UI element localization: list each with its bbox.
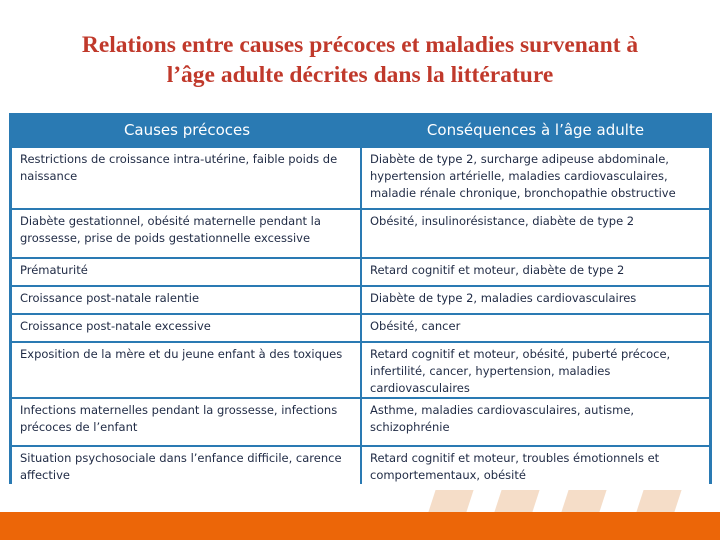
column-header-causes: Causes précoces (12, 113, 362, 146)
table-row (12, 257, 709, 285)
cause-cell: Restrictions de croissance intra-utérine, faible poids de naissance (12, 146, 362, 208)
causes-consequences-table (9, 113, 712, 484)
consequence-cell: Retard cognitif et moteur, obésité, puberté précoce, infertilité, cancer, hypertension, maladies cardiovasculaires (362, 341, 709, 397)
column-header-consequences: Conséquences à l’âge adulte (362, 113, 709, 146)
cause-cell: Exposition de la mère et du jeune enfant à des toxiques (12, 341, 362, 397)
decorative-stripe (428, 490, 473, 512)
decorative-stripe (494, 490, 539, 512)
consequence-cell: Retard cognitif et moteur, troubles émotionnels et comportementaux, obésité (362, 445, 709, 484)
decorative-stripe (561, 490, 606, 512)
table-row (12, 208, 709, 257)
table-row (12, 397, 709, 445)
cause-cell: Croissance post-natale ralentie (12, 285, 362, 313)
consequence-cell: Diabète de type 2, surcharge adipeuse abdominale, hypertension artérielle, maladies cardiovasculaires, maladie rénale chronique, bronchopathie obstructive (362, 146, 709, 208)
consequence-cell: Obésité, cancer (362, 313, 709, 341)
consequence-cell: Retard cognitif et moteur, diabète de type 2 (362, 257, 709, 285)
slide-title-line-1: Relations entre causes précoces et maladies survenant à (81, 32, 639, 58)
footer-band (0, 512, 720, 540)
table-row (12, 146, 709, 208)
consequence-cell: Diabète de type 2, maladies cardiovasculaires (362, 285, 709, 313)
table-row (12, 285, 709, 313)
cause-cell: Situation psychosociale dans l’enfance difficile, carence affective (12, 445, 362, 484)
cause-cell: Prématurité (12, 257, 362, 285)
slide-title (0, 30, 720, 90)
slide-title-line-2: l’âge adulte décrites dans la littérature (166, 62, 554, 88)
cause-cell: Diabète gestationnel, obésité maternelle pendant la grossesse, prise de poids gestationnelle excessive (12, 208, 362, 257)
cause-cell: Croissance post-natale excessive (12, 313, 362, 341)
consequence-cell: Obésité, insulinorésistance, diabète de type 2 (362, 208, 709, 257)
decorative-stripe (636, 490, 681, 512)
table-row (12, 341, 709, 397)
cause-cell: Infections maternelles pendant la grossesse, infections précoces de l’enfant (12, 397, 362, 445)
table-row (12, 313, 709, 341)
table-row (12, 445, 709, 484)
consequence-cell: Asthme, maladies cardiovasculaires, autisme, schizophrénie (362, 397, 709, 445)
